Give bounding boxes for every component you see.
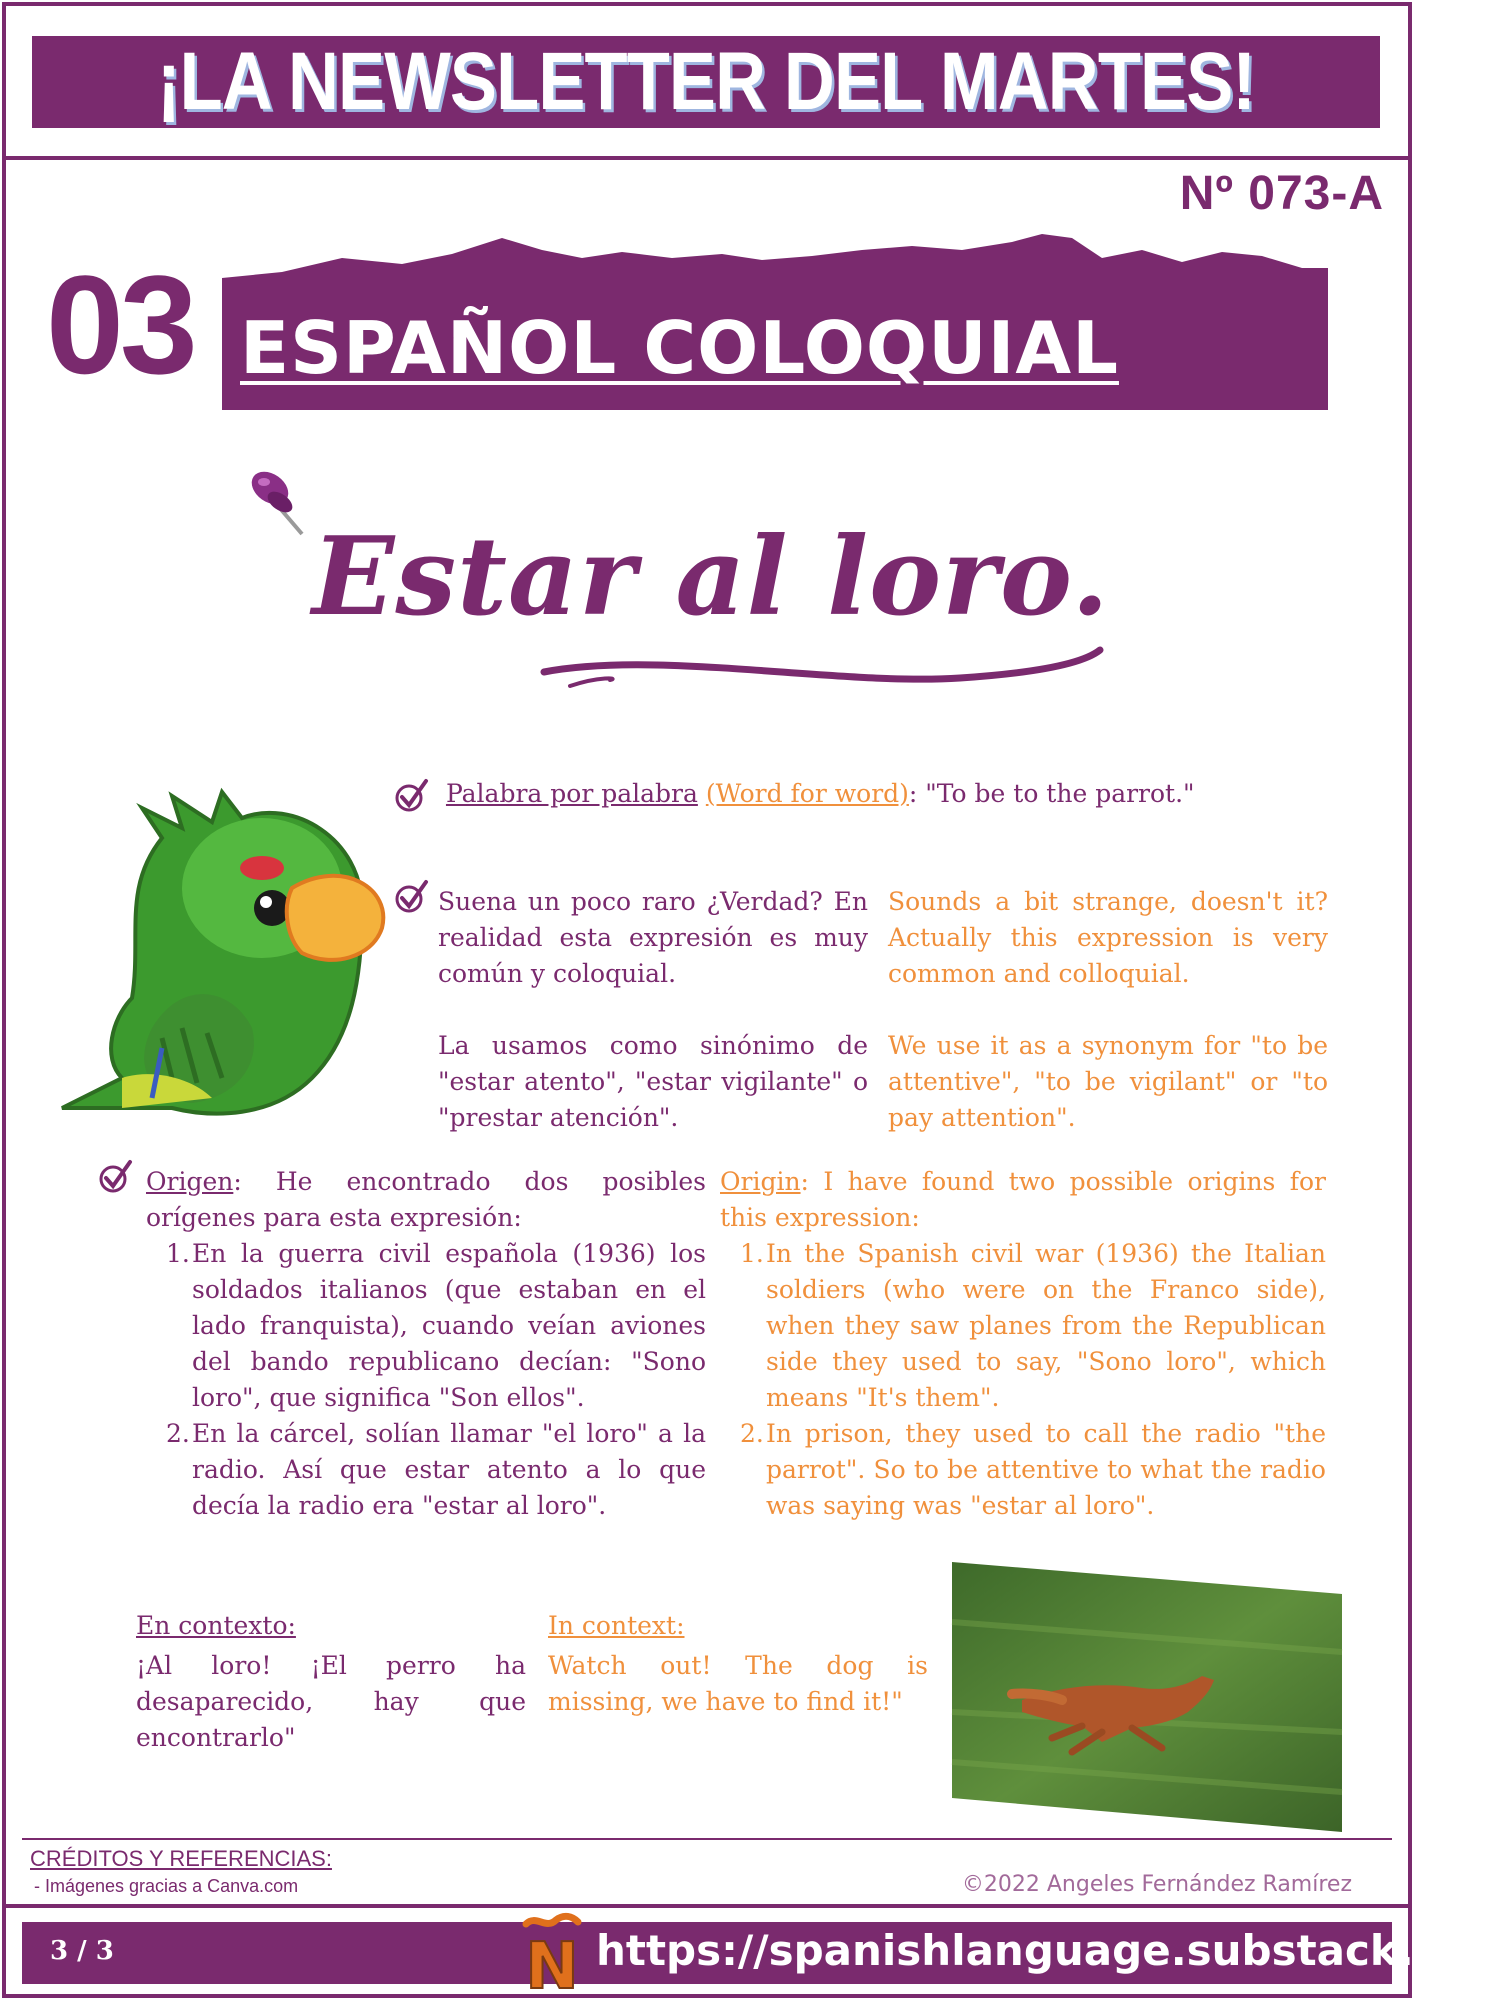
credits-title: CRÉDITOS Y REFERENCIAS: xyxy=(30,1846,332,1871)
word-for-word-line xyxy=(394,776,1354,813)
checkmark-icon xyxy=(98,1160,132,1194)
parrot-illustration xyxy=(62,778,392,1123)
list-item-text: In the Spanish civil war (1936) the Italian soldiers (who were on the Franco side), when they saw planes from the Republican side they used to say, "Sono loro", which means "It's them". xyxy=(766,1239,1326,1412)
credits-item: - Imágenes gracias a Canva.com xyxy=(34,1876,299,1896)
section-number: 03 xyxy=(46,246,194,403)
list-item-text: En la guerra civil española (1936) los soldados italianos (que estaban en el lado franquista), cuando veían aviones del bando republicano decían: "Sono loro", que significa "Son ellos". xyxy=(192,1239,706,1412)
section-title: ESPAÑOL COLOQUIAL xyxy=(240,306,1119,390)
origin-intro-es-text: : He encontrado dos posibles orígenes para esta expresión: xyxy=(146,1167,706,1232)
list-item-text: In prison, they used to call the radio "the parrot". So to be attentive to what the radio was saying was "estar al loro". xyxy=(766,1419,1326,1520)
origin-list-en xyxy=(720,1236,1326,1524)
pushpin-icon xyxy=(244,464,314,540)
context-label-en: In context: xyxy=(548,1611,685,1640)
meaning-en-paragraph-2: We use it as a synonym for "to be attentive", "to be vigilant" or "to pay attention". xyxy=(888,1031,1328,1132)
running-dog-photo xyxy=(952,1562,1342,1832)
origin-en xyxy=(720,1164,1326,1524)
word-for-word-label-es: Palabra por palabra xyxy=(445,779,698,808)
issue-number: Nº 073-A xyxy=(1179,167,1384,220)
word-for-word-label-en: (Word for word) xyxy=(705,779,909,808)
origin-label-en: Origin xyxy=(720,1167,801,1196)
word-for-word-value: : "To be to the parrot." xyxy=(908,779,1195,808)
page-number: 3 / 3 xyxy=(50,1936,114,1966)
context-text-en: Watch out! The dog is missing, we have to find it!" xyxy=(548,1651,928,1716)
checkmark-icon xyxy=(394,779,428,813)
meaning-es-paragraph-1: Suena un poco raro ¿Verdad? En realidad esta expresión es muy común y coloquial. xyxy=(438,887,868,988)
expression-title: Estar al loro. xyxy=(312,514,1110,640)
list-item-text: En la cárcel, solían llamar "el loro" a la radio. Así que estar atento a lo que decía la radio era "estar al loro". xyxy=(192,1419,706,1520)
context-es xyxy=(136,1608,526,1756)
credits-divider xyxy=(22,1838,1392,1840)
list-number: 1. xyxy=(740,1239,764,1268)
list-item xyxy=(720,1416,1326,1524)
list-item xyxy=(720,1236,1326,1416)
underline-swoosh xyxy=(540,646,1110,694)
newsletter-title: ¡LA NEWSLETTER DEL MARTES! xyxy=(126,36,1285,128)
copyright: ©2022 Angeles Fernández Ramírez xyxy=(961,1872,1352,1897)
checkmark-icon xyxy=(394,880,428,914)
origin-label-es: Origen xyxy=(146,1167,234,1196)
origin-intro-es xyxy=(146,1164,706,1236)
meaning-es-paragraph-2: La usamos como sinónimo de "estar atento", "estar vigilante" o "prestar atención". xyxy=(438,1031,868,1132)
origin-es xyxy=(146,1164,706,1524)
svg-text:N: N xyxy=(525,1930,579,2000)
meaning-en-paragraph-1: Sounds a bit strange, doesn't it? Actually this expression is very common and colloquial. xyxy=(888,887,1328,988)
context-text-es: ¡Al loro! ¡El perro ha desaparecido, hay que encontrarlo" xyxy=(136,1651,526,1752)
list-number: 2. xyxy=(166,1419,190,1448)
footer-url-link[interactable]: https://spanishlanguage.substack.com xyxy=(596,1926,1511,1975)
list-item xyxy=(146,1236,706,1416)
list-number: 2. xyxy=(740,1419,764,1448)
origin-intro-en xyxy=(720,1164,1326,1236)
list-number: 1. xyxy=(166,1239,190,1268)
meaning-es xyxy=(438,884,868,1136)
origin-list-es xyxy=(146,1236,706,1524)
n-tilde-logo-icon xyxy=(512,1908,592,2000)
list-item xyxy=(146,1416,706,1524)
footer-divider xyxy=(2,1904,1412,1908)
context-label-es: En contexto: xyxy=(136,1611,296,1640)
meaning-en xyxy=(888,884,1328,1136)
context-en xyxy=(548,1608,928,1720)
origin-intro-en-text: : I have found two possible origins for this expression: xyxy=(720,1167,1326,1232)
